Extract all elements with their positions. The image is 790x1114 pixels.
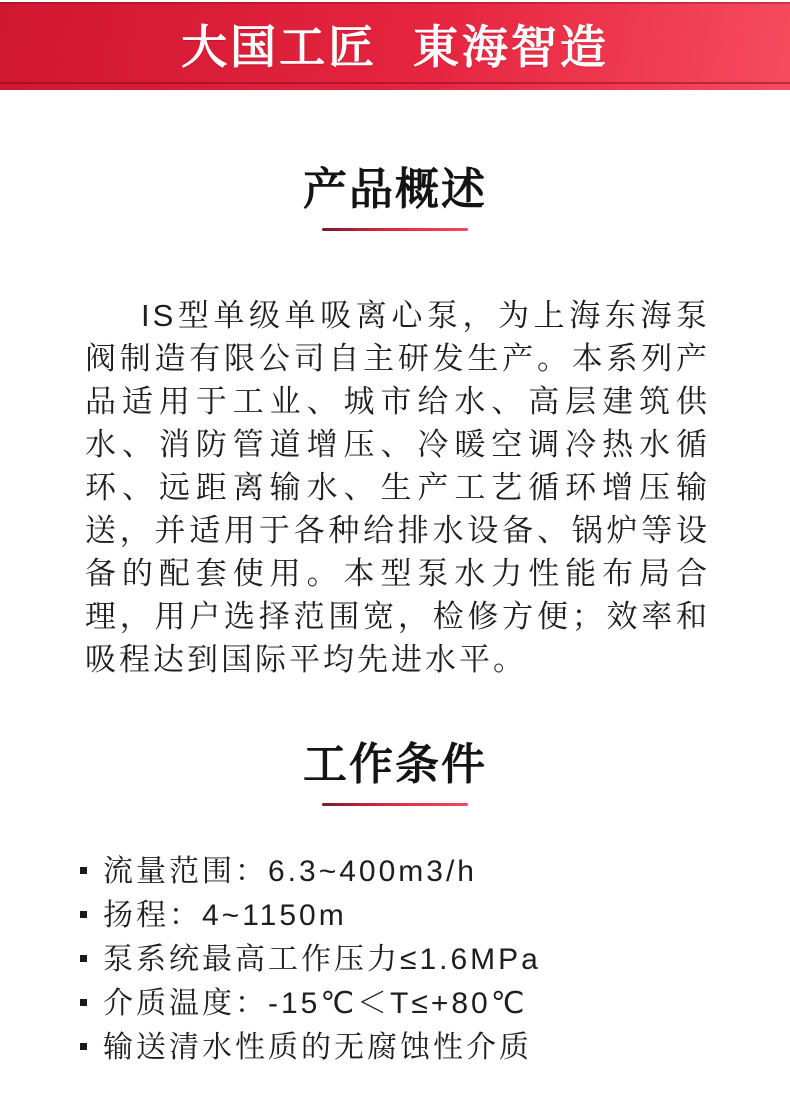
list-item xyxy=(80,982,790,1026)
condition-text: 泵系统最高工作压力≤1.6MPa xyxy=(103,943,541,976)
condition-text: 扬程：4~1150m xyxy=(103,899,347,932)
condition-text: 流量范围：6.3~400m3/h xyxy=(103,855,477,888)
conditions-section-head xyxy=(0,741,790,806)
banner-title: 大国工匠 東海智造 xyxy=(181,21,609,73)
bullet-dot-icon xyxy=(80,1043,87,1050)
condition-text: 介质温度：-15℃＜T≤+80℃ xyxy=(103,987,528,1020)
overview-section xyxy=(0,166,790,681)
overview-section-head xyxy=(0,166,790,231)
bullet-dot-icon xyxy=(80,867,87,874)
bullet-dot-icon xyxy=(80,999,87,1006)
conditions-section xyxy=(0,741,790,1070)
list-item xyxy=(80,1026,790,1070)
condition-text: 输送清水性质的无腐蚀性介质 xyxy=(103,1031,532,1064)
overview-paragraph: IS型单级单吸离心泵，为上海东海泵阀制造有限公司自主研发生产。本系列产品适用于工业、城市给水、高层建筑供水、消防管道增压、冷暖空调冷热水循环、远距离输水、生产工艺循环增压输送，并适用于各种给排水设备、锅炉等设备的配套使用。本型泵水力性能布局合理，用户选择范围宽，检修方便；效率和吸程达到国际平均先进水平。 xyxy=(85,298,710,677)
conditions-section-title: 工作条件 xyxy=(303,740,487,789)
overview-section-title: 产品概述 xyxy=(303,165,487,214)
brand-banner xyxy=(0,2,790,90)
banner-bottom-line xyxy=(0,82,790,84)
list-item xyxy=(80,938,790,982)
overview-title-underline xyxy=(322,228,468,231)
bullet-dot-icon xyxy=(80,911,87,918)
conditions-title-underline xyxy=(322,803,468,806)
bullet-dot-icon xyxy=(80,955,87,962)
list-item xyxy=(80,850,790,894)
conditions-list xyxy=(0,850,790,1070)
list-item xyxy=(80,894,790,938)
